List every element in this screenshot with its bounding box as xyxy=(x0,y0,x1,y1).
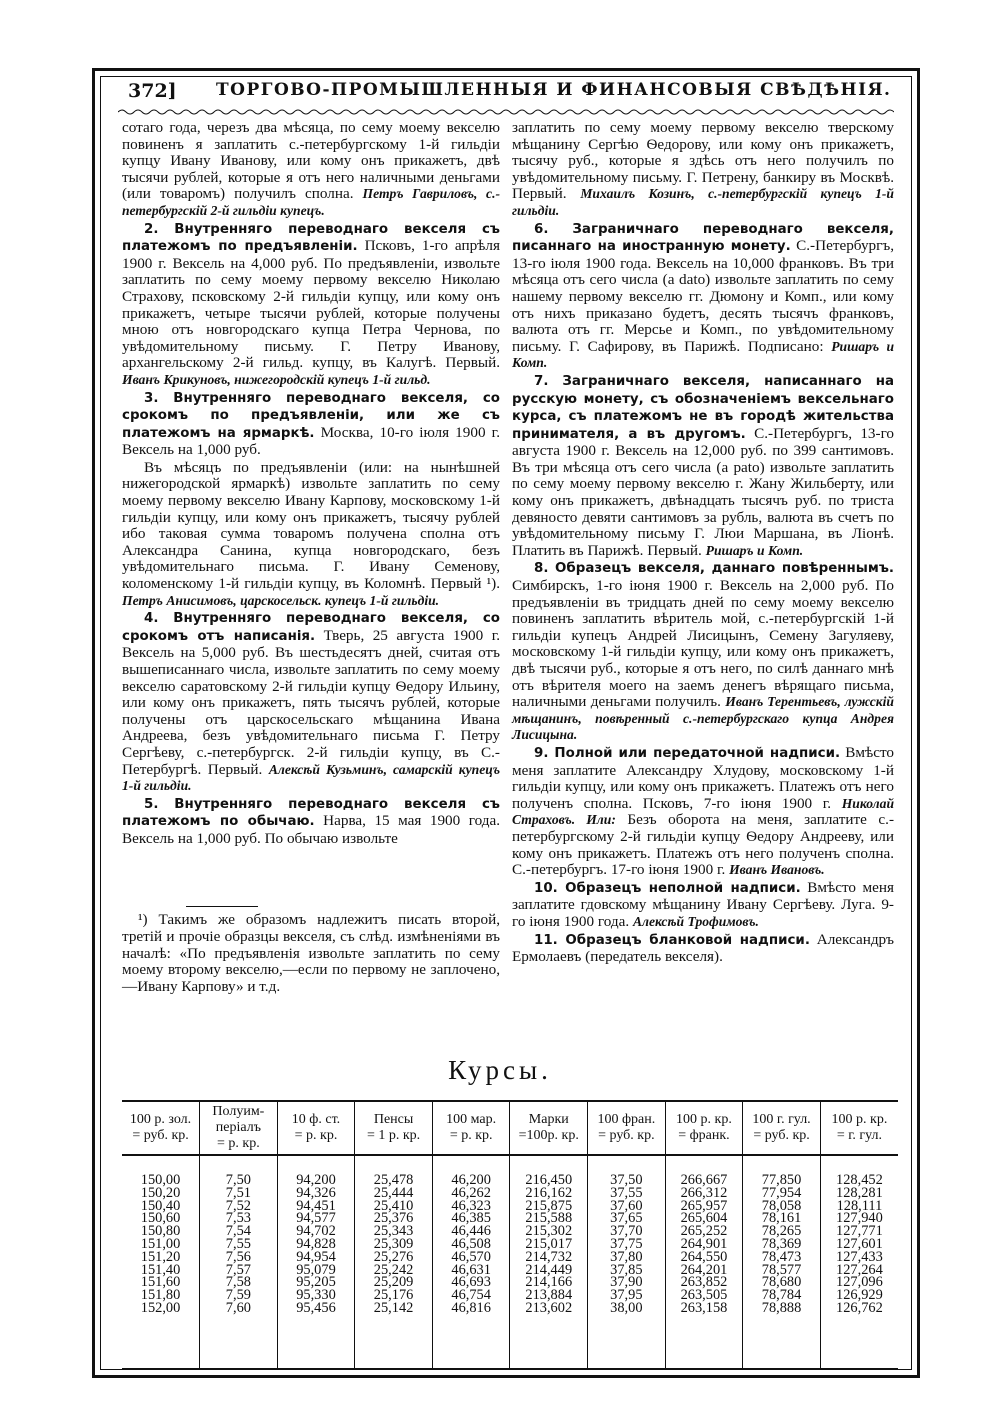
entry-11 xyxy=(512,932,894,966)
entry-6-signature: Ришаръ и Комп. xyxy=(512,338,895,371)
entry-3-body-text: Въ мѣсяцъ по предъявленіи (или: на нынѣшней нижегородской ярмаркѣ) извольте заплатить по сему моему первому векселю Ивану Карпову, московскому 1-й гильдіи купцу, или кому онъ прикажетъ, тысячу рублей ибо таковая сумма товаромъ получена сполна отъ Александра Санина, купца новгородскаго, безъ увѣдомительнаго письма. Г. Ивану Семенову, коломенскому 1-й гильдіи купцу, въ Коломнѣ. Первый ¹). xyxy=(122,458,500,593)
rates-value: 151,00 xyxy=(140,1235,181,1252)
rates-value: 214,449 xyxy=(525,1261,573,1278)
rates-value: 7,53 xyxy=(225,1210,251,1227)
rates-value: 77,850 xyxy=(761,1172,802,1188)
rates-value: 7,52 xyxy=(225,1197,251,1214)
entry-7 xyxy=(512,373,894,560)
rates-column-header xyxy=(588,1102,666,1155)
rates-column-values xyxy=(820,1155,898,1368)
rates-value: 150,40 xyxy=(140,1197,181,1214)
rates-value: 46,200 xyxy=(451,1172,491,1188)
rates-column-header xyxy=(743,1102,821,1155)
rates-value: 46,385 xyxy=(451,1210,491,1227)
rates-value: 78,161 xyxy=(761,1210,802,1227)
entry-7-heading: 7. Заграничнаго векселя, написаннаго на русскую монету, съ обозначеніемъ вексельнаго курса, съ платежомъ не въ городѣ жительства принимателя, а въ другомъ. xyxy=(512,373,894,442)
rates-value: 7,59 xyxy=(225,1287,251,1304)
footnote: ¹) Такимъ же образомъ надлежитъ писать второй, третій и прочіе образцы векселя, съ слѣд. измѣненіями въ началѣ: «По предъявленія извольте заплатить по сему моему второму векселю,—если по первому не заплочено,—Ивану Карпову» и т.д. xyxy=(122,911,500,996)
rates-column-header xyxy=(355,1102,433,1155)
rates-value: 127,940 xyxy=(836,1210,883,1227)
entry-3-signature: Петръ Анисимовъ, царскосельск. купецъ 1-й гильдіи. xyxy=(122,592,440,608)
page-title: ТОРГОВО-ПРОМЫШЛЕННЫЯ И ФИНАНСОВЫЯ СВѢДѢНІЯ. xyxy=(216,80,892,100)
page-header xyxy=(128,80,892,108)
rates-header-line: = р. кр. xyxy=(294,1128,338,1143)
rates-value: 215,017 xyxy=(525,1235,573,1252)
rates-header-line: = руб. кр. xyxy=(753,1128,810,1143)
entry-4-text: Тверь, 25 августа 1900 г. Вексель на 5,000 руб. Въ шестьдесятъ дней, считая отъ вышеписаннаго числа, извольте заплатить по сему моему векселю саратовскому 2-й гильдіи купцу Ѳедору Ильину, или кому онъ прикажетъ, пять тысячъ рублей, которые получены отъ царскосельскаго мѣщанина Ивана Андреева, безъ увѣдомительнаго письма Г. Петру Сергѣеву, с.-петербургск. 2-й гильдіи купцу, въ С.-Петербургѣ. Первый. xyxy=(122,626,501,778)
entry-8-signature: Иванъ Терентьевъ, лужскій мѣщанинъ, повѣренный с.-петербургскаго купца Андрея Лисицына. xyxy=(512,694,894,743)
rates-header-line: Полуим-періалъ xyxy=(212,1104,265,1135)
rates-header-line: 100 мар. xyxy=(446,1112,497,1127)
rates-column-header xyxy=(122,1102,200,1155)
rates-header-line: 100 р. зол. xyxy=(129,1112,192,1127)
rates-value: 95,456 xyxy=(296,1299,336,1316)
entry-10-text: Вмѣсто меня заплатите гдовскому мѣщанину Ивану Сергѣеву. Луга. 9-го іюня 1900 года. xyxy=(512,878,895,930)
entry-8 xyxy=(512,560,894,744)
entry-10-signature: Алексѣй Трофимовъ. xyxy=(632,913,759,929)
rates-value: 264,201 xyxy=(680,1261,728,1278)
entry-4-signature: Алексѣй Кузьминъ, самарскій купецъ 1-й гильдіи. xyxy=(122,761,500,794)
rates-value: 127,264 xyxy=(836,1261,883,1278)
rates-value: 25,410 xyxy=(373,1197,414,1214)
rates-body-row xyxy=(122,1155,898,1368)
rates-column-header xyxy=(665,1102,743,1155)
entry-10-heading: 10. Образецъ неполной надписи. xyxy=(534,880,801,896)
rates-value: 7,57 xyxy=(225,1261,251,1278)
entry-9-heading: 9. Полной или передаточной надписи. xyxy=(534,745,841,761)
rates-value: 78,265 xyxy=(761,1223,802,1240)
entry-10 xyxy=(512,880,894,931)
rates-column-header xyxy=(432,1102,510,1155)
entry-8-heading: 8. Образецъ векселя, даннаго повѣреннымъ. xyxy=(534,561,894,577)
rates-value: 46,446 xyxy=(451,1223,491,1240)
rates-value: 94,326 xyxy=(296,1184,336,1201)
rates-value: 263,852 xyxy=(680,1274,728,1291)
rates-value: 37,85 xyxy=(610,1261,643,1278)
rates-value: 127,096 xyxy=(836,1274,883,1291)
rates-value: 25,444 xyxy=(373,1184,414,1201)
rates-header-line: = р. кр. xyxy=(217,1136,260,1151)
rates-header-line: 100 фран. xyxy=(597,1112,656,1127)
intro-signature: Петръ Гавриловъ, с.-петербургскій 2-й гильдіи купецъ. xyxy=(122,186,500,218)
rates-value: 216,450 xyxy=(525,1172,573,1188)
rates-value: 264,550 xyxy=(680,1248,728,1265)
entry-6 xyxy=(512,221,894,372)
rates-value: 151,60 xyxy=(140,1274,181,1291)
rates-value: 126,762 xyxy=(836,1299,883,1316)
entry-6-heading: 6. Заграничнаго переводнаго векселя, писаннаго на иностранную монету. xyxy=(512,221,894,255)
rates-value: 94,702 xyxy=(296,1223,336,1240)
rates-column-values xyxy=(665,1155,743,1368)
rates-header-line: = р. кр. xyxy=(449,1128,493,1143)
rates-value: 77,954 xyxy=(761,1184,802,1201)
rates-value: 95,330 xyxy=(296,1287,336,1304)
rates-value: 128,111 xyxy=(836,1197,883,1214)
rates-header-line: 100 р. кр. xyxy=(676,1112,732,1127)
footnote-separator xyxy=(186,906,258,907)
rates-value: 95,205 xyxy=(296,1274,336,1291)
rates-value: 25,142 xyxy=(373,1299,414,1316)
continuation-text: заплатить по сему моему первому векселю тверскому мѣщанину Сергѣю Ѳедорову, или кому онъ прикажетъ, тысячу руб., которые я здѣсь отъ него получилъ по увѣдомительному письму. Г. Петрену, банкиру въ Москвѣ. Первый. xyxy=(512,119,894,203)
rates-value: 126,929 xyxy=(836,1287,883,1304)
rates-value: 46,816 xyxy=(451,1299,491,1316)
rates-value: 150,20 xyxy=(140,1184,181,1201)
rates-value: 7,58 xyxy=(225,1274,251,1291)
rates-value: 37,80 xyxy=(610,1248,643,1265)
rates-header-line: = руб. кр. xyxy=(598,1128,655,1143)
rates-value: 25,209 xyxy=(373,1274,414,1291)
entry-3-heading: 3. Внутренняго переводнаго векселя, со срокомъ по предъявленіи, или же съ платежомъ на ярмаркѣ. xyxy=(122,390,500,441)
rates-value: 94,200 xyxy=(296,1172,336,1188)
rates-value: 263,158 xyxy=(680,1299,728,1316)
rates-value: 128,452 xyxy=(836,1172,883,1188)
rates-value: 213,884 xyxy=(525,1287,573,1304)
rates-value: 78,680 xyxy=(761,1274,802,1291)
entry-7-signature: Ришаръ и Комп. xyxy=(705,542,804,558)
continuation-signature: Михаилъ Козинъ, с.-петербургскій купецъ 1-й гильдіи. xyxy=(512,186,894,218)
entry-6-text: С.-Петербургъ, 13-го іюля 1900 года. Вексель на 10,000 франковъ. Въ три мѣсяца отъ сего числа (a dato) извольте заплатить по сему нашему первому векселю гг. Дюмону и Комп., или кому отъ нихъ приказано будетъ, десять тысячъ франковъ, валюта отъ гг. Мерсье и Комп., по увѣдомительному письму. Г. Сафирову, въ Парижѣ. Подписано: xyxy=(512,237,895,355)
rates-value: 46,754 xyxy=(451,1287,491,1304)
rates-value: 214,166 xyxy=(525,1274,573,1291)
rates-value: 95,079 xyxy=(296,1261,336,1278)
rates-value: 150,60 xyxy=(140,1210,181,1227)
rates-value: 7,50 xyxy=(225,1172,251,1188)
rates-value: 37,75 xyxy=(610,1235,643,1252)
rates-column-header xyxy=(820,1102,898,1155)
rates-column-values xyxy=(588,1155,666,1368)
rates-value: 37,90 xyxy=(610,1274,643,1291)
rates-value: 46,262 xyxy=(451,1184,491,1201)
rates-value: 151,40 xyxy=(140,1261,181,1278)
rates-value: 37,65 xyxy=(610,1210,643,1227)
rates-value: 78,888 xyxy=(761,1299,802,1316)
entry-8-text: Симбирскъ, 1-го іюня 1900 г. Вексель на 2,000 руб. По предъявленіи въ тридцать дней по сему моему векселю повиненъ заплатить вѣритель мой, с.-петербургскій 1-й гильдіи купецъ Андрей Лисицынъ, Семену Загуляеву, московскому 1-й гильдіи купцу, или кому онъ прикажетъ, двѣ тысячи руб., которые я отъ него, по силѣ даннаго мнѣ отъ вѣрителя моего на заемъ денегъ вѣрящаго письма, наличными деньгами получилъ. xyxy=(512,577,894,711)
rates-table xyxy=(122,1102,898,1368)
entry-3-text: Москва, 10-го іюля 1900 г. Вексель на 1,000 руб. xyxy=(122,423,500,459)
rates-value: 37,55 xyxy=(610,1184,643,1201)
rates-value: 25,343 xyxy=(373,1223,414,1240)
header-wavy-rule xyxy=(118,108,894,116)
rates-value: 7,55 xyxy=(225,1235,251,1252)
rates-column-values xyxy=(277,1155,355,1368)
intro-text: сотаго года, черезъ два мѣсяца, по сему моему векселю повиненъ я заплатить с.-петербургскому 1-й гильдіи купцу Ивану Иванову, или кому онъ прикажетъ, двѣ тысячи рублей, которые я отъ него наличными деньгами (или товаромъ) получилъ сполна. xyxy=(122,119,500,203)
rates-header-line: Пенсы xyxy=(373,1112,414,1127)
rates-value: 128,281 xyxy=(836,1184,883,1201)
rates-value: 127,771 xyxy=(836,1223,883,1240)
entry-3-body xyxy=(122,460,500,609)
rates-value: 78,577 xyxy=(761,1261,802,1278)
rates-value: 215,588 xyxy=(525,1210,573,1227)
rates-value: 263,505 xyxy=(680,1287,728,1304)
rates-header-line: 100 г. гул. xyxy=(752,1112,811,1127)
entry-9-text-2: Безъ оборота на меня, заплатите с.-петербургскому 2-й гильдіи купцу Ѳедору Андрееву, или кому онъ прикажетъ. Платежъ отъ него полученъ сполна. С.-петербургъ. 17-го іюня 1900 г. xyxy=(512,811,895,879)
rates-value: 25,242 xyxy=(373,1261,414,1278)
rates-value: 7,60 xyxy=(225,1299,251,1316)
rates-value: 215,302 xyxy=(525,1223,573,1240)
intro-paragraph xyxy=(122,120,500,220)
rates-value: 46,323 xyxy=(451,1197,491,1214)
rates-value: 25,176 xyxy=(373,1287,414,1304)
page-number: 372] xyxy=(128,80,177,102)
rates-column-values xyxy=(743,1155,821,1368)
rates-value: 151,80 xyxy=(140,1287,181,1304)
rates-value: 78,369 xyxy=(761,1235,802,1252)
rates-value: 37,60 xyxy=(610,1197,643,1214)
rates-value: 266,312 xyxy=(680,1184,728,1201)
rates-value: 213,602 xyxy=(525,1299,573,1316)
rates-value: 152,00 xyxy=(140,1299,181,1316)
entry-2-heading: 2. Внутренняго переводнаго векселя съ платежомъ по предъявленіи. xyxy=(122,221,500,255)
rates-value: 94,577 xyxy=(296,1210,336,1227)
entry-2-text: Псковъ, 1-го апрѣля 1900 г. Вексель на 4,000 руб. По предъявленіи, извольте заплатить по сему моему первому векселю Николаю Страхову, псковскому 2-й гильдіи купцу, или кому онъ прикажетъ, четыре тысячи рублей, которые получены мною отъ новгородскаго купца Петра Чернова, по увѣдомительному письму. Г. Петру Иванову, архангельскому 2-й гильд. купцу, въ Калугѣ. Первый. xyxy=(122,237,500,372)
rates-value: 37,50 xyxy=(610,1172,643,1188)
right-column xyxy=(512,120,894,966)
rates-column-header xyxy=(277,1102,355,1155)
rates-header-line: 100 р. кр. xyxy=(831,1112,888,1127)
rates-column-header xyxy=(200,1102,278,1155)
rates-column-values xyxy=(355,1155,433,1368)
rates-value: 94,451 xyxy=(296,1197,336,1214)
rates-value: 215,875 xyxy=(525,1197,573,1214)
entry-9 xyxy=(512,745,894,879)
rates-value: 46,631 xyxy=(451,1261,491,1278)
rates-value: 94,954 xyxy=(296,1248,336,1265)
rates-table-container xyxy=(122,1100,898,1370)
entry-5-heading: 5. Внутренняго переводнаго векселя съ платежомъ по обычаю. xyxy=(122,796,500,830)
rates-value: 150,80 xyxy=(140,1223,181,1240)
rates-header-line: 10 ф. ст. xyxy=(291,1112,341,1127)
entry-11-heading: 11. Образецъ бланковой надписи. xyxy=(534,932,810,948)
rates-header-line: = г. гул. xyxy=(836,1128,882,1143)
rates-header-line: = 1 р. кр. xyxy=(366,1128,421,1143)
entry-9-signature-1: Николай Страховъ. Или: xyxy=(512,795,895,828)
rates-column-values xyxy=(200,1155,278,1368)
rates-value: 265,957 xyxy=(680,1197,728,1214)
entry-5-text: Нарва, 15 мая 1900 года. Вексель на 1,000 руб. По обычаю извольте xyxy=(122,812,500,847)
rates-value: 25,478 xyxy=(373,1172,414,1188)
rates-header-line: = франк. xyxy=(678,1128,730,1143)
rates-column-values xyxy=(510,1155,588,1368)
rates-value: 25,376 xyxy=(373,1210,414,1227)
rates-column-values xyxy=(432,1155,510,1368)
continuation-paragraph xyxy=(512,120,894,220)
rates-value: 46,570 xyxy=(451,1248,491,1265)
rates-value: 150,00 xyxy=(140,1172,181,1188)
entry-2-signature: Иванъ Крикуновъ, нижегородскій купецъ 1-й гильд. xyxy=(122,371,431,387)
rates-value: 46,693 xyxy=(451,1274,491,1291)
entry-2 xyxy=(122,221,500,389)
left-column xyxy=(122,120,500,848)
rates-value: 7,56 xyxy=(225,1248,251,1265)
rates-header-line: = руб. кр. xyxy=(132,1128,189,1143)
entry-11-text: Александръ Ермолаевъ (передатель векселя). xyxy=(512,930,894,966)
entry-7-text: С.-Петербургъ, 13-го августа 1900 г. Вексель на 12,000 руб. по 399 сантимовъ. Въ три мѣсяца отъ сего числа (a pato) извольте заплатить по сему моему первому векселю г. Жану Жильберту, или кому онъ прикажетъ, двѣнадцать тысячъ руб. по триста девяносто девяти сантимовъ за рубль, валюта въ счетъ по увѣдомительному письму Г. Люи Маршана, въ Ліонѣ. Платить въ Парижѣ. Первый. xyxy=(512,424,895,559)
rates-value: 25,309 xyxy=(373,1235,414,1252)
rates-value: 37,70 xyxy=(610,1223,643,1240)
entry-3 xyxy=(122,390,500,459)
rates-value: 25,276 xyxy=(373,1248,414,1265)
rates-header-row xyxy=(122,1102,898,1155)
entry-4-heading: 4. Внутренняго переводнаго векселя, со срокомъ отъ написанія. xyxy=(122,611,500,644)
rates-value: 78,784 xyxy=(761,1287,802,1304)
rates-value: 94,828 xyxy=(296,1235,336,1252)
entry-9-text: Вмѣсто меня заплатите Александру Хлудову, московскому 1-й гильдіи купцу, или кому онъ прикажетъ. Платежъ отъ него полученъ сполна. Псковъ, 7-го іюня 1900 г. xyxy=(512,743,895,812)
rates-column-header xyxy=(510,1102,588,1155)
entry-4 xyxy=(122,610,500,795)
rates-value: 78,058 xyxy=(761,1197,802,1214)
rates-value: 265,252 xyxy=(680,1223,728,1240)
rates-value: 127,601 xyxy=(836,1235,883,1252)
rates-value: 37,95 xyxy=(610,1287,643,1304)
rates-title: Курсы. xyxy=(448,1055,552,1085)
rates-value: 78,473 xyxy=(761,1248,802,1265)
rates-value: 46,508 xyxy=(451,1235,491,1252)
rates-value: 7,51 xyxy=(225,1184,251,1201)
rates-column-values xyxy=(122,1155,200,1368)
rates-value: 265,604 xyxy=(680,1210,728,1227)
entry-5 xyxy=(122,796,500,848)
rates-header-line: =100р. кр. xyxy=(518,1128,579,1143)
rates-value: 151,20 xyxy=(140,1248,181,1265)
rates-value: 214,732 xyxy=(525,1248,573,1265)
rates-value: 127,433 xyxy=(836,1248,883,1265)
rates-value: 7,54 xyxy=(225,1223,251,1240)
rates-value: 38,00 xyxy=(610,1299,643,1316)
entry-9-signature-2: Иванъ Ивановъ. xyxy=(729,862,825,878)
rates-value: 266,667 xyxy=(680,1172,728,1188)
rates-value: 216,162 xyxy=(525,1184,573,1201)
rates-value: 264,901 xyxy=(680,1235,728,1252)
rates-header-line: Марки xyxy=(528,1112,569,1127)
